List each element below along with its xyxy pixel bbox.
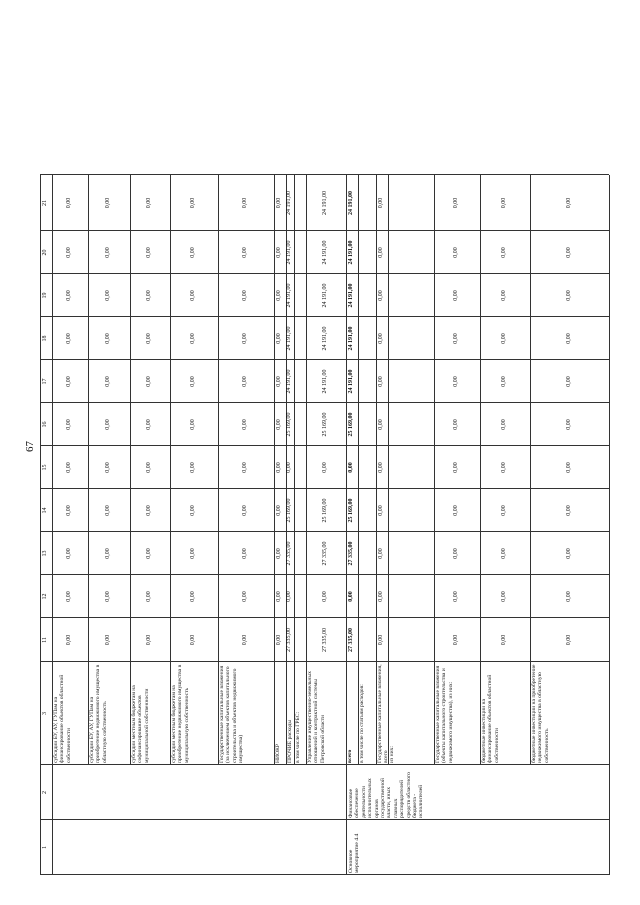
value-cell: 0,00 [105, 548, 111, 559]
value-cell: 0,00 [348, 462, 354, 473]
row-label: субсидии местным бюджетам на софинансирование объектов муниципальной собственности [131, 685, 150, 763]
table-rule [609, 175, 610, 765]
value-cell: 24 191,00 [286, 283, 292, 308]
value-cell: 0,00 [146, 197, 152, 209]
value-cell: 0,00 [276, 247, 282, 258]
value-cell: 0,00 [66, 376, 72, 387]
value-cell: 0,00 [146, 548, 152, 559]
value-cell: 0,00 [378, 591, 384, 602]
value-cell: 0,00 [378, 505, 384, 516]
value-cell: 0,00 [276, 376, 282, 387]
row-label: Государственные капитальные вложения (за исключением объектов капитального строительства и объектов недвижимого имущества) [219, 665, 245, 763]
value-cell: 0,00 [286, 591, 292, 602]
row-label: бюджетные инвестиции на финансирование объектов областной собственности [481, 674, 500, 763]
row-label: субсидии БУ, АУ, ГУПам на приобретение недвижимого имущества в областную собственность [89, 664, 108, 763]
value-cell: 0,00 [66, 634, 72, 646]
value-cell: 0,00 [276, 634, 282, 646]
row-label: в том числе по статьям расходов: [359, 684, 365, 763]
value-cell: 0,00 [190, 462, 196, 473]
value-cell: 0,00 [190, 247, 196, 258]
row-label: Государственные капитальные вложения (объекты капитального строительства и недвижимого имущества), из них: [435, 665, 454, 763]
value-cell: 0,00 [453, 591, 459, 602]
row-label: НИОКР [275, 744, 281, 763]
value-cell: 0,00 [378, 462, 384, 473]
value-cell: 0,00 [190, 419, 196, 430]
value-cell: 0,00 [501, 591, 507, 602]
value-cell: 0,00 [276, 290, 282, 301]
value-cell: 0,00 [66, 505, 72, 516]
value-cell: 24 191,00 [322, 369, 328, 394]
measure-number-cell: Основное мероприятие 4.4 [348, 833, 361, 873]
value-cell: 24 191,00 [348, 283, 354, 308]
value-cell: 0,00 [565, 333, 572, 344]
value-cell: 0,00 [276, 505, 282, 516]
value-cell: 0,00 [190, 376, 196, 387]
value-cell: 0,00 [453, 419, 459, 430]
value-cell: 0,00 [242, 247, 248, 258]
value-cell: 0,00 [190, 548, 196, 559]
value-cell: 0,00 [105, 247, 111, 258]
value-cell: 0,00 [453, 376, 459, 387]
value-cell: 0,00 [66, 591, 72, 602]
value-cell: 0,00 [501, 247, 507, 258]
value-cell: 0,00 [105, 462, 111, 473]
value-cell: 0,00 [105, 591, 111, 602]
value-cell: 0,00 [453, 505, 459, 516]
value-cell: 27 335,00 [322, 628, 328, 652]
value-cell: 0,00 [378, 419, 384, 430]
column-number: 11 [42, 637, 48, 643]
value-cell: 0,00 [66, 290, 72, 301]
row-label: всего [347, 749, 353, 763]
value-cell: 0,00 [501, 505, 507, 516]
value-cell: 24 191,00 [348, 326, 354, 351]
value-cell: 0,00 [146, 634, 152, 646]
value-cell: 0,00 [322, 591, 328, 602]
value-cell: 0,00 [565, 290, 572, 301]
column-number: 1 [42, 846, 48, 849]
column-number: 14 [42, 507, 48, 514]
value-cell: 25 169,00 [322, 498, 328, 523]
value-cell: 24 191,00 [286, 369, 292, 394]
table-rule [40, 819, 609, 820]
value-cell: 27 335,00 [286, 541, 292, 566]
value-cell: 24 191,00 [322, 283, 328, 308]
value-cell: 0,00 [276, 462, 282, 473]
value-cell: 0,00 [190, 634, 196, 646]
value-cell: 27 335,00 [348, 628, 354, 652]
value-cell: 0,00 [565, 376, 572, 387]
value-cell: 0,00 [378, 290, 384, 301]
value-cell: 24 191,00 [348, 369, 354, 394]
value-cell: 24 191,00 [322, 191, 328, 215]
column-number: 16 [42, 421, 48, 428]
value-cell: 0,00 [565, 505, 572, 516]
value-cell: 0,00 [242, 376, 248, 387]
row-label: ПРОЧИЕ расходы [287, 719, 293, 763]
rotated-table-region [40, 35, 615, 875]
value-cell: 0,00 [276, 419, 282, 430]
value-cell: 0,00 [453, 634, 459, 646]
value-cell: 0,00 [565, 591, 572, 602]
column-number: 15 [42, 464, 48, 471]
value-cell: 25 169,00 [286, 498, 292, 523]
value-cell: 27 335,00 [322, 541, 328, 566]
value-cell: 24 191,00 [322, 326, 328, 351]
row-label: Государственные капитальные вложения, всего [377, 664, 390, 763]
value-cell: 0,00 [378, 333, 384, 344]
value-cell: 0,00 [453, 197, 459, 209]
value-cell: 24 191,00 [286, 240, 292, 265]
value-cell: 0,00 [66, 197, 72, 209]
value-cell: 0,00 [501, 197, 507, 209]
value-cell: 27 335,00 [286, 628, 292, 652]
value-cell: 0,00 [190, 333, 196, 344]
value-cell: 0,00 [242, 333, 248, 344]
row-label: бюджетные инвестиции на приобретение недвижимого имущества в областную собственность [531, 664, 550, 763]
value-cell: 0,00 [146, 419, 152, 430]
value-cell: 0,00 [146, 376, 152, 387]
value-cell: 25 169,00 [322, 412, 328, 437]
value-cell: 0,00 [286, 462, 292, 473]
value-cell: 0,00 [66, 247, 72, 258]
value-cell: 0,00 [322, 462, 328, 473]
table-rule [40, 874, 609, 875]
value-cell: 0,00 [348, 591, 354, 602]
value-cell: 0,00 [66, 419, 72, 430]
value-cell: 0,00 [190, 290, 196, 301]
column-number: 19 [42, 292, 48, 299]
value-cell: 0,00 [242, 197, 248, 209]
value-cell: 0,00 [146, 290, 152, 301]
value-cell: 0,00 [501, 419, 507, 430]
value-cell: 0,00 [453, 548, 459, 559]
value-cell: 24 191,00 [348, 191, 354, 215]
value-cell: 0,00 [501, 634, 507, 646]
value-cell: 0,00 [66, 333, 72, 344]
value-cell: 0,00 [565, 419, 572, 430]
value-cell: 0,00 [105, 419, 111, 430]
value-cell: 0,00 [276, 333, 282, 344]
value-cell: 0,00 [565, 247, 572, 258]
value-cell: 0,00 [378, 634, 384, 646]
value-cell: 0,00 [66, 462, 72, 473]
value-cell: 0,00 [146, 591, 152, 602]
value-cell: 0,00 [242, 548, 248, 559]
value-cell: 0,00 [146, 462, 152, 473]
value-cell: 0,00 [146, 333, 152, 344]
value-cell: 0,00 [242, 419, 248, 430]
column-number: 18 [42, 335, 48, 342]
table-rule [40, 175, 41, 875]
value-cell: 25 169,00 [286, 412, 292, 437]
value-cell: 0,00 [242, 591, 248, 602]
value-cell: 0,00 [453, 290, 459, 301]
value-cell: 0,00 [276, 591, 282, 602]
column-number: 12 [42, 593, 48, 600]
value-cell: 0,00 [105, 634, 111, 646]
value-cell: 0,00 [565, 634, 572, 646]
value-cell: 0,00 [453, 333, 459, 344]
row-label: субсидии БУ, АУ, ГУПам на финансирование объектов областной собственности [53, 674, 72, 763]
value-cell: 0,00 [242, 462, 248, 473]
value-cell: 0,00 [146, 247, 152, 258]
value-cell: 0,00 [146, 505, 152, 516]
column-number: 3 [42, 712, 48, 715]
value-cell: 0,00 [105, 333, 111, 344]
value-cell: 25 169,00 [348, 412, 354, 437]
value-cell: 0,00 [501, 290, 507, 301]
measure-name-cell: Финансовое обеспечение деятельности исполнительных органов государственной власти, иных главных распорядителей средств областного бюджета - исполнителей [348, 772, 425, 818]
value-cell: 0,00 [378, 376, 384, 387]
column-number: 17 [42, 378, 48, 385]
value-cell: 0,00 [276, 197, 282, 209]
value-cell: 0,00 [190, 591, 196, 602]
value-cell: 0,00 [105, 376, 111, 387]
column-number: 13 [42, 550, 48, 557]
budget-table [40, 35, 615, 875]
row-label: Управление имущественно-земельных отношений и контрактной системы Петровской области [307, 671, 326, 763]
value-cell: 0,00 [190, 505, 196, 516]
value-cell: 0,00 [66, 548, 72, 559]
column-number: 21 [42, 200, 48, 206]
value-cell: 0,00 [105, 505, 111, 516]
page-number: 67 [24, 441, 36, 452]
value-cell: 0,00 [242, 634, 248, 646]
value-cell: 24 191,00 [322, 240, 328, 265]
row-label: в том числе по ГРБС: [295, 712, 301, 763]
value-cell: 0,00 [105, 290, 111, 301]
value-cell: 0,00 [501, 462, 507, 473]
value-cell: 0,00 [501, 333, 507, 344]
value-cell: 0,00 [242, 290, 248, 301]
value-cell: 0,00 [190, 197, 196, 209]
row-label: из них: [389, 746, 395, 763]
value-cell: 0,00 [378, 197, 384, 209]
value-cell: 0,00 [501, 376, 507, 387]
value-cell: 0,00 [565, 462, 572, 473]
value-cell: 0,00 [501, 548, 507, 559]
value-cell: 0,00 [378, 548, 384, 559]
value-cell: 24 191,00 [286, 326, 292, 351]
value-cell: 0,00 [565, 197, 572, 209]
value-cell: 0,00 [378, 247, 384, 258]
value-cell: 25 169,00 [348, 498, 354, 523]
column-number: 2 [42, 791, 48, 794]
value-cell: 0,00 [453, 247, 459, 258]
value-cell: 0,00 [565, 548, 572, 559]
value-cell: 0,00 [105, 197, 111, 209]
value-cell: 27 335,00 [348, 541, 354, 566]
value-cell: 0,00 [242, 505, 248, 516]
column-number: 20 [42, 249, 48, 256]
value-cell: 0,00 [276, 548, 282, 559]
value-cell: 0,00 [453, 462, 459, 473]
row-label: субсидии местным бюджетам на приобретение недвижимого имущества в муниципальную собственность [171, 664, 190, 763]
value-cell: 24 191,00 [286, 191, 292, 215]
value-cell: 24 191,00 [348, 240, 354, 265]
